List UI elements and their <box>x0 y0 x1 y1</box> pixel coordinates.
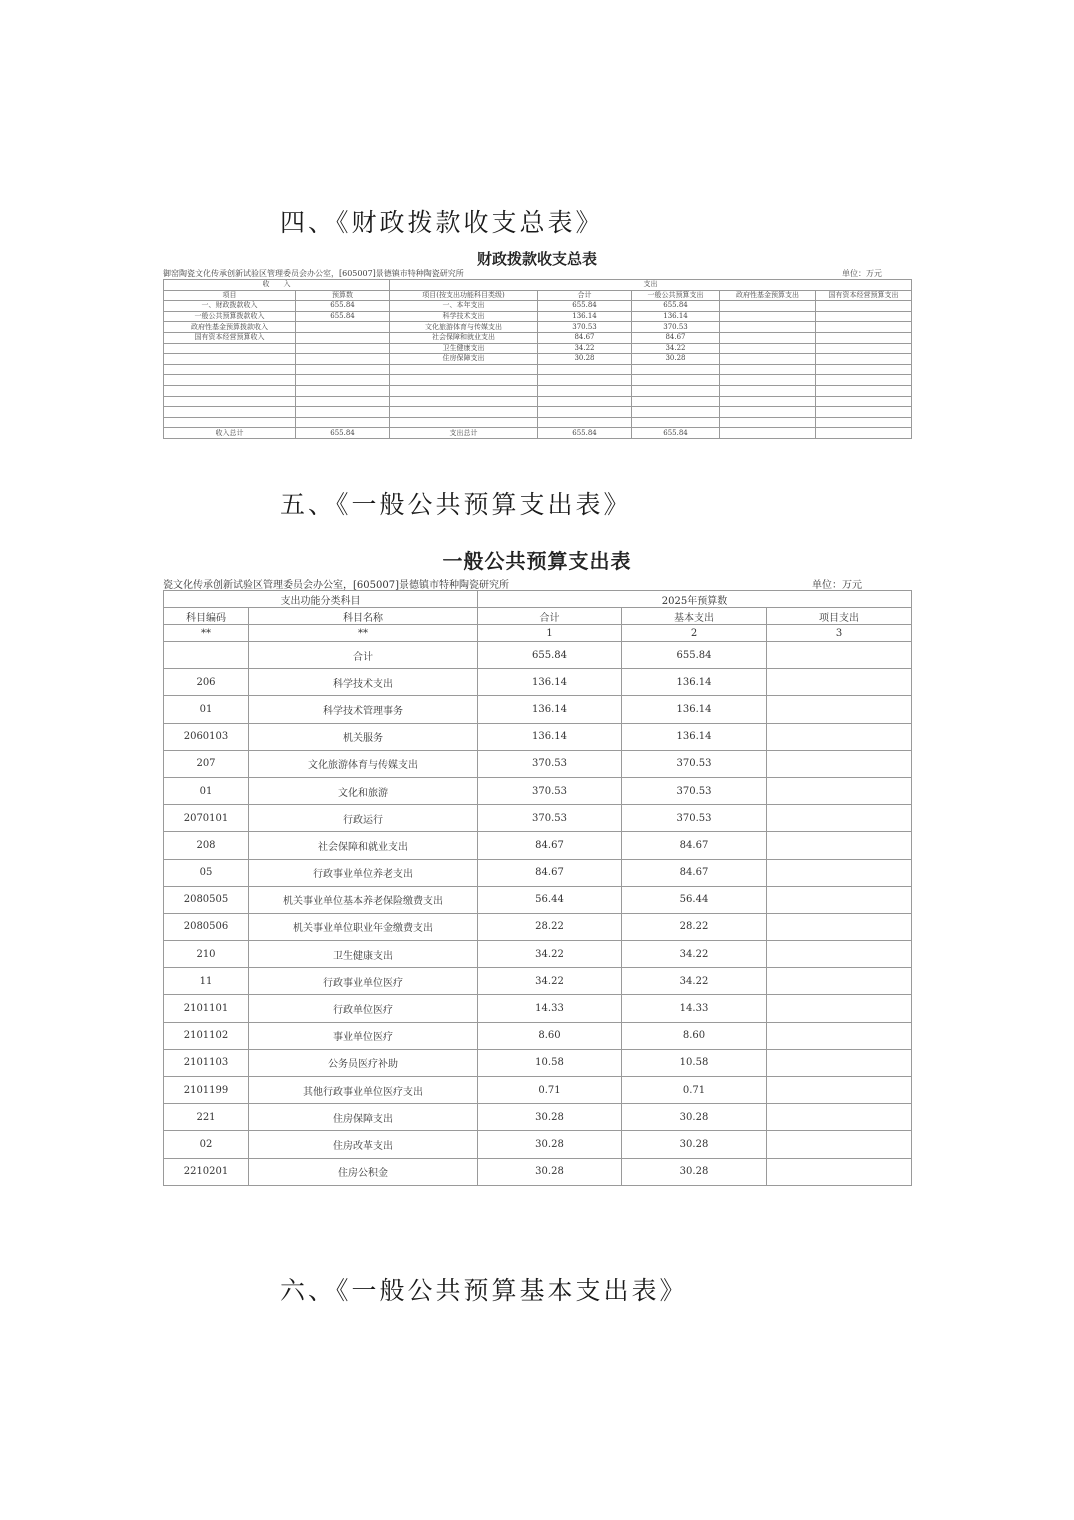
table-cell: 655.84 <box>622 642 767 669</box>
table-cell: 34.22 <box>622 941 767 968</box>
table-cell: 30.28 <box>622 1131 767 1158</box>
table-cell <box>632 364 720 375</box>
table-cell: 28.22 <box>622 913 767 940</box>
table-row <box>164 396 912 407</box>
table-row <box>164 886 912 913</box>
table-cell <box>767 669 912 696</box>
table-cell: 11 <box>164 968 249 995</box>
table-cell <box>720 311 816 322</box>
table-cell <box>296 396 390 407</box>
table-cell <box>296 407 390 418</box>
table-cell: 其他行政事业单位医疗支出 <box>249 1077 478 1104</box>
table-cell: 370.53 <box>538 322 632 333</box>
table-cell: 2210201 <box>164 1158 249 1185</box>
table-cell: 05 <box>164 859 249 886</box>
table-cell: 住房改革支出 <box>249 1131 478 1158</box>
total-row <box>164 428 912 439</box>
table-cell: 2080505 <box>164 886 249 913</box>
table-row <box>164 696 912 723</box>
table-cell <box>767 968 912 995</box>
table-cell: 文化旅游体育与传媒支出 <box>249 750 478 777</box>
table-row <box>164 750 912 777</box>
table-cell: 84.67 <box>632 332 720 343</box>
table-row <box>164 1077 912 1104</box>
table-cell <box>632 375 720 386</box>
table-cell <box>538 364 632 375</box>
table-cell: 机关事业单位基本养老保险缴费支出 <box>249 886 478 913</box>
table-cell: 2101101 <box>164 995 249 1022</box>
table-cell: 370.53 <box>622 777 767 804</box>
table-cell <box>767 723 912 750</box>
table-cell <box>164 343 296 354</box>
table-cell <box>296 332 390 343</box>
column-header: 科目名称 <box>249 608 478 625</box>
table-cell <box>296 322 390 333</box>
table-cell <box>816 332 912 343</box>
table-cell: 0.71 <box>622 1077 767 1104</box>
table-cell: 8.60 <box>478 1022 622 1049</box>
table-row <box>164 968 912 995</box>
table-cell <box>816 364 912 375</box>
table-cell: 14.33 <box>622 995 767 1022</box>
table-cell: 行政单位医疗 <box>249 995 478 1022</box>
table-cell: 30.28 <box>622 1104 767 1131</box>
table-cell: 国有资本经营预算收入 <box>164 332 296 343</box>
table-cell: 136.14 <box>632 311 720 322</box>
table-cell <box>296 343 390 354</box>
table-cell: 合计 <box>249 642 478 669</box>
table-cell <box>390 364 538 375</box>
table-cell <box>390 385 538 396</box>
income-group-header: 收 入 <box>164 280 390 291</box>
table-cell: 住房保障支出 <box>390 354 538 365</box>
table-cell: 01 <box>164 696 249 723</box>
table-cell <box>538 385 632 396</box>
general-budget-table <box>163 590 912 1186</box>
table-cell: 02 <box>164 1131 249 1158</box>
table-cell: 136.14 <box>622 669 767 696</box>
column-header: 一般公共预算支出 <box>632 290 720 301</box>
table-cell <box>164 385 296 396</box>
fiscal-summary-org: 御窑陶瓷文化传承创新试验区管理委员会办公室，[605007]景德镇市特种陶瓷研究所 <box>163 269 464 278</box>
table-cell: 84.67 <box>478 859 622 886</box>
column-header: 预算数 <box>296 290 390 301</box>
table-row <box>164 805 912 832</box>
table-cell: 84.67 <box>622 832 767 859</box>
total-cell: 655.84 <box>296 428 390 439</box>
table-cell: 370.53 <box>632 322 720 333</box>
table-cell <box>816 407 912 418</box>
table-cell: 公务员医疗补助 <box>249 1049 478 1076</box>
table-cell: 2070101 <box>164 805 249 832</box>
table-row <box>164 301 912 312</box>
table-row <box>164 322 912 333</box>
total-cell: 655.84 <box>632 428 720 439</box>
table-cell <box>816 385 912 396</box>
table-cell <box>720 343 816 354</box>
table-row <box>164 417 912 428</box>
table-cell <box>164 354 296 365</box>
table-cell <box>390 407 538 418</box>
table-cell <box>720 385 816 396</box>
table-row <box>164 1131 912 1158</box>
index-cell: ** <box>164 625 249 642</box>
column-header: 国有资本经营预算支出 <box>816 290 912 301</box>
table-cell: 事业单位医疗 <box>249 1022 478 1049</box>
table-cell <box>390 375 538 386</box>
column-header: 合计 <box>478 608 622 625</box>
table-row <box>164 407 912 418</box>
table-cell: 行政运行 <box>249 805 478 832</box>
table-cell: 30.28 <box>478 1158 622 1185</box>
table-cell <box>538 375 632 386</box>
column-header: 项目(按支出功能科目类级) <box>390 290 538 301</box>
general-budget-column-header <box>164 608 912 625</box>
table-cell <box>632 417 720 428</box>
table-cell: 655.84 <box>296 311 390 322</box>
table-cell <box>720 354 816 365</box>
table-cell <box>164 417 296 428</box>
column-header: 基本支出 <box>622 608 767 625</box>
table-cell: 370.53 <box>478 777 622 804</box>
general-budget-group-header <box>164 591 912 608</box>
fiscal-summary-group-header <box>164 280 912 291</box>
table-cell: 34.22 <box>538 343 632 354</box>
table-cell <box>164 396 296 407</box>
table-row <box>164 642 912 669</box>
table-cell <box>767 642 912 669</box>
total-cell: 支出总计 <box>390 428 538 439</box>
table-cell <box>538 417 632 428</box>
table-cell <box>720 396 816 407</box>
index-cell: ** <box>249 625 478 642</box>
table-cell: 136.14 <box>478 669 622 696</box>
general-budget-org: 瓷文化传承创新试验区管理委员会办公室，[605007]景德镇市特种陶瓷研究所 <box>163 580 509 591</box>
table-cell: 56.44 <box>622 886 767 913</box>
general-budget-table-title: 一般公共预算支出表 <box>442 549 632 573</box>
column-header: 政府性基金预算支出 <box>720 290 816 301</box>
table-row <box>164 859 912 886</box>
table-cell <box>296 354 390 365</box>
table-cell: 136.14 <box>538 311 632 322</box>
table-cell <box>816 311 912 322</box>
table-cell <box>767 750 912 777</box>
table-cell <box>767 1022 912 1049</box>
table-cell: 行政事业单位医疗 <box>249 968 478 995</box>
table-cell: 655.84 <box>632 301 720 312</box>
general-budget-index-row <box>164 625 912 642</box>
fiscal-summary-column-header <box>164 290 912 301</box>
table-cell <box>767 832 912 859</box>
table-row <box>164 913 912 940</box>
table-cell <box>720 301 816 312</box>
table-cell: 科学技术支出 <box>249 669 478 696</box>
table-cell: 科学技术管理事务 <box>249 696 478 723</box>
table-cell <box>767 1104 912 1131</box>
table-row <box>164 1049 912 1076</box>
section-heading-4: 四、《财政拨款收支总表》 <box>280 208 604 237</box>
table-row <box>164 669 912 696</box>
table-cell <box>816 417 912 428</box>
table-cell: 10.58 <box>478 1049 622 1076</box>
table-cell <box>816 343 912 354</box>
table-row <box>164 364 912 375</box>
table-cell: 行政事业单位养老支出 <box>249 859 478 886</box>
table-cell: 机关事业单位职业年金缴费支出 <box>249 913 478 940</box>
table-cell: 8.60 <box>622 1022 767 1049</box>
table-cell <box>296 385 390 396</box>
table-cell <box>632 407 720 418</box>
table-cell: 655.84 <box>538 301 632 312</box>
table-cell: 住房保障支出 <box>249 1104 478 1131</box>
table-cell <box>720 407 816 418</box>
table-cell: 30.28 <box>538 354 632 365</box>
table-cell: 文化旅游体育与传媒支出 <box>390 322 538 333</box>
table-row <box>164 375 912 386</box>
total-cell: 655.84 <box>538 428 632 439</box>
table-cell <box>164 364 296 375</box>
table-cell: 卫生健康支出 <box>390 343 538 354</box>
table-cell: 2080506 <box>164 913 249 940</box>
table-cell: 136.14 <box>622 696 767 723</box>
table-cell <box>164 375 296 386</box>
table-row <box>164 354 912 365</box>
table-cell <box>816 375 912 386</box>
table-cell: 370.53 <box>622 750 767 777</box>
table-cell <box>767 1049 912 1076</box>
table-cell: 30.28 <box>478 1131 622 1158</box>
table-cell: 221 <box>164 1104 249 1131</box>
table-row <box>164 343 912 354</box>
table-cell <box>767 886 912 913</box>
table-cell: 34.22 <box>478 968 622 995</box>
index-cell: 3 <box>767 625 912 642</box>
general-budget-unit: 单位：万元 <box>812 580 862 591</box>
table-cell: 30.28 <box>632 354 720 365</box>
table-cell <box>632 385 720 396</box>
fiscal-summary-table-title: 财政拨款收支总表 <box>476 250 597 268</box>
table-cell: 政府性基金预算拨款收入 <box>164 322 296 333</box>
table-cell: 84.67 <box>478 832 622 859</box>
section-heading-5: 五、《一般公共预算支出表》 <box>280 490 632 519</box>
table-cell: 一般公共预算拨款收入 <box>164 311 296 322</box>
table-cell <box>720 332 816 343</box>
table-cell: 207 <box>164 750 249 777</box>
table-row <box>164 723 912 750</box>
table-cell <box>767 805 912 832</box>
table-cell <box>816 322 912 333</box>
table-cell: 文化和旅游 <box>249 777 478 804</box>
table-cell: 136.14 <box>478 723 622 750</box>
table-cell <box>296 364 390 375</box>
column-header: 项目支出 <box>767 608 912 625</box>
table-cell: 136.14 <box>478 696 622 723</box>
table-cell: 208 <box>164 832 249 859</box>
table-cell <box>296 417 390 428</box>
column-header: 项目 <box>164 290 296 301</box>
table-row <box>164 1104 912 1131</box>
table-row <box>164 777 912 804</box>
table-cell: 一、财政拨款收入 <box>164 301 296 312</box>
table-cell <box>767 1158 912 1185</box>
table-cell <box>390 417 538 428</box>
table-cell: 14.33 <box>478 995 622 1022</box>
table-row <box>164 332 912 343</box>
total-cell <box>720 428 816 439</box>
table-cell <box>816 354 912 365</box>
table-cell: 社会保障和就业支出 <box>390 332 538 343</box>
table-cell <box>296 375 390 386</box>
table-cell: 社会保障和就业支出 <box>249 832 478 859</box>
table-cell <box>816 301 912 312</box>
budget-year-group-header: 2025年预算数 <box>478 591 912 608</box>
table-cell: 210 <box>164 941 249 968</box>
table-cell <box>767 859 912 886</box>
table-cell <box>720 322 816 333</box>
table-row <box>164 311 912 322</box>
table-cell: 30.28 <box>622 1158 767 1185</box>
table-cell: 01 <box>164 777 249 804</box>
section-heading-6: 六、《一般公共预算基本支出表》 <box>280 1276 688 1305</box>
table-cell: 84.67 <box>538 332 632 343</box>
table-row <box>164 832 912 859</box>
table-cell: 卫生健康支出 <box>249 941 478 968</box>
table-cell: 2101103 <box>164 1049 249 1076</box>
table-cell <box>632 396 720 407</box>
table-cell: 206 <box>164 669 249 696</box>
table-cell: 56.44 <box>478 886 622 913</box>
table-row <box>164 941 912 968</box>
table-cell: 370.53 <box>622 805 767 832</box>
table-row <box>164 1158 912 1185</box>
table-cell <box>720 364 816 375</box>
table-cell <box>767 941 912 968</box>
table-cell <box>720 417 816 428</box>
table-cell <box>767 995 912 1022</box>
table-cell: 住房公积金 <box>249 1158 478 1185</box>
table-cell <box>816 396 912 407</box>
table-row <box>164 1022 912 1049</box>
total-cell <box>816 428 912 439</box>
table-cell <box>390 396 538 407</box>
table-cell <box>538 396 632 407</box>
table-cell: 科学技术支出 <box>390 311 538 322</box>
function-category-group-header: 支出功能分类科目 <box>164 591 478 608</box>
column-header: 合计 <box>538 290 632 301</box>
fiscal-summary-table <box>163 279 912 439</box>
table-cell <box>164 642 249 669</box>
table-cell: 10.58 <box>622 1049 767 1076</box>
table-cell: 一、本年支出 <box>390 301 538 312</box>
table-row <box>164 385 912 396</box>
table-cell: 655.84 <box>296 301 390 312</box>
table-cell: 655.84 <box>478 642 622 669</box>
table-cell <box>767 913 912 940</box>
table-cell: 0.71 <box>478 1077 622 1104</box>
table-cell: 370.53 <box>478 805 622 832</box>
table-cell: 34.22 <box>478 941 622 968</box>
column-header: 科目编码 <box>164 608 249 625</box>
fiscal-summary-unit: 单位：万元 <box>842 269 882 278</box>
table-cell: 136.14 <box>622 723 767 750</box>
table-cell <box>164 407 296 418</box>
table-cell: 28.22 <box>478 913 622 940</box>
table-cell <box>767 1077 912 1104</box>
table-cell: 2101199 <box>164 1077 249 1104</box>
total-cell: 收入总计 <box>164 428 296 439</box>
table-cell: 2101102 <box>164 1022 249 1049</box>
table-cell: 370.53 <box>478 750 622 777</box>
index-cell: 1 <box>478 625 622 642</box>
table-cell: 84.67 <box>622 859 767 886</box>
table-cell <box>767 696 912 723</box>
table-cell <box>538 407 632 418</box>
table-cell: 34.22 <box>622 968 767 995</box>
table-cell <box>720 375 816 386</box>
table-cell: 34.22 <box>632 343 720 354</box>
table-cell <box>767 1131 912 1158</box>
table-row <box>164 995 912 1022</box>
table-cell: 30.28 <box>478 1104 622 1131</box>
table-cell: 2060103 <box>164 723 249 750</box>
index-cell: 2 <box>622 625 767 642</box>
table-cell: 机关服务 <box>249 723 478 750</box>
expense-group-header: 支出 <box>390 280 912 291</box>
table-cell <box>767 777 912 804</box>
